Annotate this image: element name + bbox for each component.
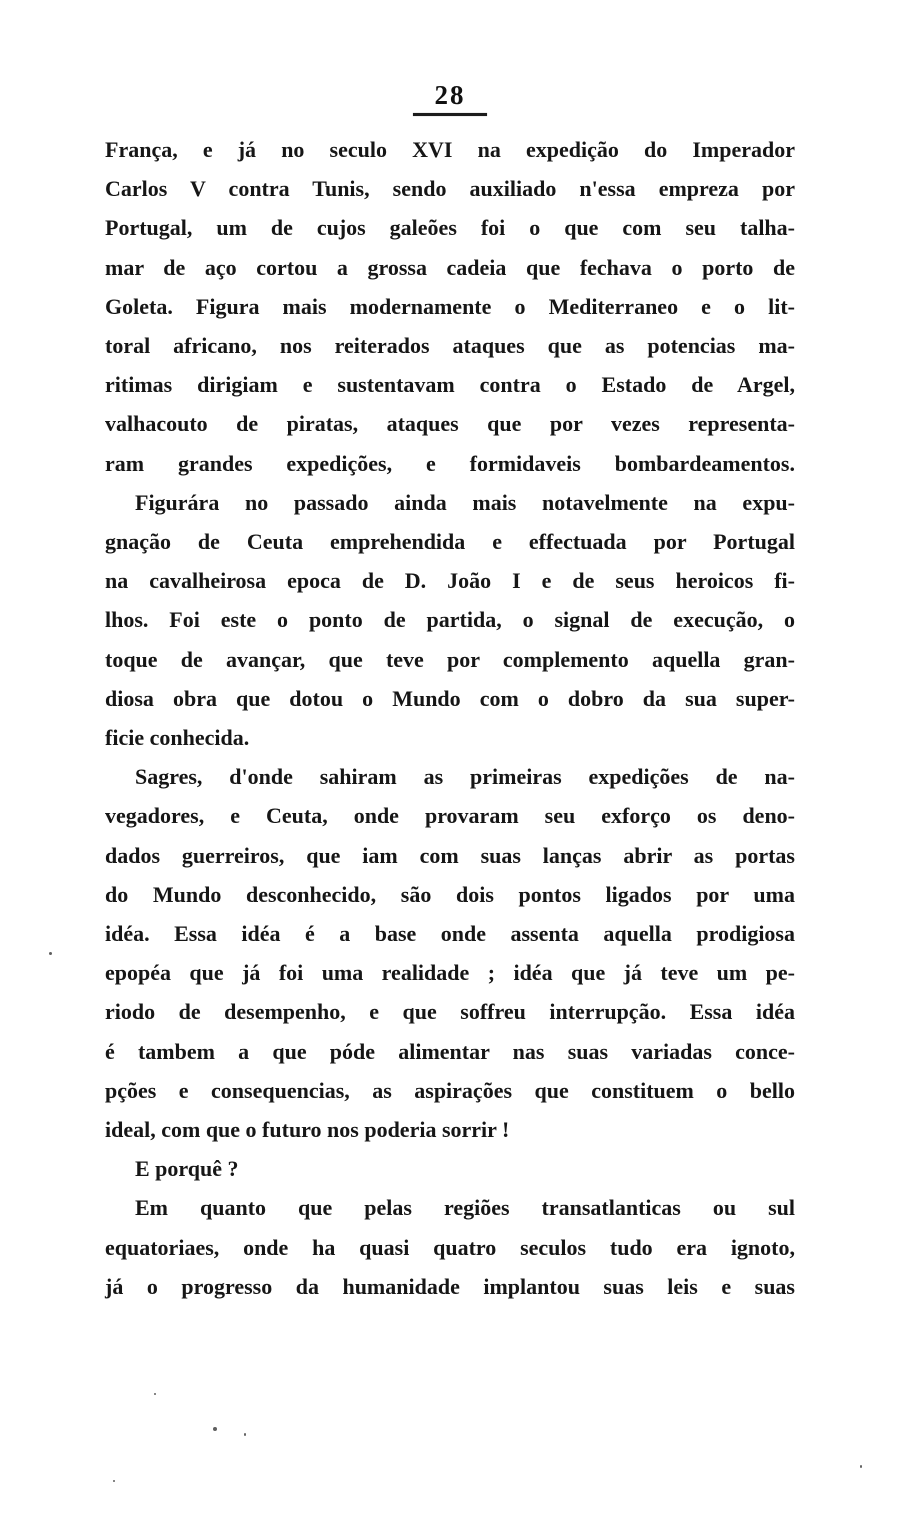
paragraph xyxy=(105,483,795,757)
text-line: idéa. Essa idéa é a base onde assenta aquella prodigiosa xyxy=(105,921,795,947)
scan-speck xyxy=(113,1480,115,1482)
text-line: ritimas dirigiam e sustentavam contra o Estado de Argel, xyxy=(105,372,795,398)
text-line: epopéa que já foi uma realidade ; idéa que já teve um pe- xyxy=(105,960,795,986)
text-line: ficie conhecida. xyxy=(105,725,250,751)
text-line: Em quanto que pelas regiões transatlanticas ou sul xyxy=(135,1195,795,1221)
page-header xyxy=(0,80,900,116)
text-line: gnação de Ceuta emprehendida e effectuada por Portugal xyxy=(105,529,795,555)
text-line: Goleta. Figura mais modernamente o Mediterraneo e o lit- xyxy=(105,293,795,319)
text-line: pções e consequencias, as aspirações que constituem o bello xyxy=(105,1077,795,1103)
text-line: já o progresso da humanidade implantou suas leis e suas xyxy=(105,1273,795,1299)
text-line: equatoriaes, onde ha quasi quatro seculos tudo era ignoto, xyxy=(105,1234,795,1260)
text-line: Portugal, um de cujos galeões foi o que com seu talha- xyxy=(105,215,795,241)
text-line: Carlos V contra Tunis, sendo auxiliado n'essa empreza por xyxy=(105,176,795,202)
paragraph xyxy=(105,757,795,1149)
body-text xyxy=(105,130,795,1306)
paragraph xyxy=(105,1188,795,1306)
text-line: dados guerreiros, que iam com suas lanças abrir as portas xyxy=(105,842,795,868)
text-line: ram grandes expedições, e formidaveis bombardeamentos. xyxy=(105,450,795,476)
text-line: é tambem a que póde alimentar nas suas variadas conce- xyxy=(105,1038,795,1064)
text-line: toral africano, nos reiterados ataques que as potencias ma- xyxy=(105,333,795,359)
text-line: ideal, com que o futuro nos poderia sorrir ! xyxy=(105,1117,510,1143)
text-line: na cavalheirosa epoca de D. João I e de seus heroicos fi- xyxy=(105,568,795,594)
page-number: 28 xyxy=(434,80,466,110)
text-line: valhacouto de piratas, ataques que por vezes representa- xyxy=(105,411,795,437)
scan-speck xyxy=(244,1433,246,1436)
scan-speck xyxy=(49,952,52,955)
paragraph xyxy=(105,1149,795,1188)
scan-speck xyxy=(154,1393,156,1395)
text-line: do Mundo desconhecido, são dois pontos ligados por uma xyxy=(105,881,795,907)
text-line: vegadores, e Ceuta, onde provaram seu exforço os deno- xyxy=(105,803,795,829)
text-line: E porquê ? xyxy=(135,1156,239,1182)
paragraph xyxy=(105,130,795,483)
page-number-rule xyxy=(413,113,487,116)
text-line: Sagres, d'onde sahiram as primeiras expedições de na- xyxy=(135,764,795,790)
text-line: diosa obra que dotou o Mundo com o dobro da sua super- xyxy=(105,685,795,711)
scan-speck xyxy=(213,1427,217,1431)
text-line: mar de aço cortou a grossa cadeia que fechava o porto de xyxy=(105,254,795,280)
text-line: riodo de desempenho, e que soffreu interrupção. Essa idéa xyxy=(105,999,795,1025)
scan-speck xyxy=(860,1465,862,1468)
text-line: lhos. Foi este o ponto de partida, o signal de execução, o xyxy=(105,607,795,633)
text-line: Figurára no passado ainda mais notavelmente na expu- xyxy=(135,489,795,515)
text-line: França, e já no seculo XVI na expedição do Imperador xyxy=(105,137,795,162)
text-line: toque de avançar, que teve por complemento aquella gran- xyxy=(105,646,795,672)
